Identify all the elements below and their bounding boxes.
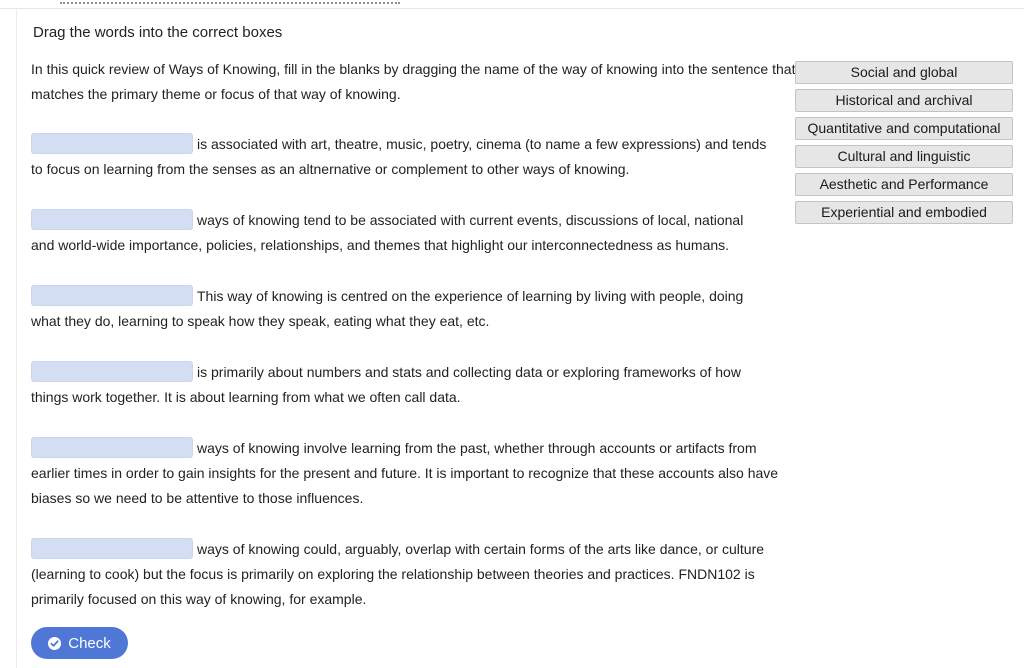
sentence-item: [31, 360, 793, 410]
sentence-text-continued: what they do, learning to speak how they speak, eating what they eat, etc.: [31, 313, 490, 329]
drop-zone-2[interactable]: [31, 209, 193, 230]
sentence-item: [31, 132, 793, 182]
draggable-word[interactable]: Quantitative and computational: [795, 117, 1013, 140]
sentence-text-continued: things work together. It is about learning from what we often call data.: [31, 389, 461, 405]
check-button-label: Check: [68, 634, 111, 652]
intro-text: In this quick review of Ways of Knowing, fill in the blanks by dragging the name of the way of knowing into the sentence that matches the primary theme or focus of that way of knowing.: [31, 61, 796, 102]
sentence-text: ways of knowing could, arguably, overlap with certain forms of the arts like dance, or culture: [197, 541, 765, 557]
draggable-word[interactable]: Aesthetic and Performance: [795, 173, 1013, 196]
sentence-text-continued: to focus on learning from the senses as an altnernative or complement to other ways of knowing.: [31, 161, 630, 177]
sentence-item: [31, 436, 793, 511]
drop-zone-3[interactable]: [31, 285, 193, 306]
drop-zone-5[interactable]: [31, 437, 193, 458]
draggable-word[interactable]: Social and global: [795, 61, 1013, 84]
sentence-text: This way of knowing is centred on the experience of learning by living with people, doing: [197, 288, 744, 304]
sentence-text-continued: (learning to cook) but the focus is primarily on exploring the relationship between theories and practices. FNDN102 is primarily focused on this way of knowing, for example.: [31, 566, 755, 607]
sentence-item: [31, 208, 793, 258]
word-bank: [795, 61, 1015, 229]
header-divider: [60, 0, 400, 4]
task-title: Drag the words into the correct boxes: [33, 24, 283, 41]
sentence-text: ways of knowing involve learning from the past, whether through accounts or artifacts from: [197, 440, 757, 456]
draggable-word[interactable]: Historical and archival: [795, 89, 1013, 112]
sentence-text-continued: earlier times in order to gain insights for the present and future. It is important to recognize that these accounts also have biases so we need to be attentive to those influences.: [31, 465, 779, 506]
sentence-item: [31, 284, 793, 334]
sentence-text-continued: and world-wide importance, policies, relationships, and themes that highlight our interconnectedness as humans.: [31, 237, 730, 253]
sentence-text: is associated with art, theatre, music, poetry, cinema (to name a few expressions) and tends: [197, 136, 767, 152]
draggable-word[interactable]: Experiential and embodied: [795, 201, 1013, 224]
draggable-word[interactable]: Cultural and linguistic: [795, 145, 1013, 168]
drop-zone-4[interactable]: [31, 361, 193, 382]
drop-zone-1[interactable]: [31, 133, 193, 154]
sentence-text: is primarily about numbers and stats and collecting data or exploring frameworks of how: [197, 364, 741, 380]
check-circle-icon: [48, 637, 61, 650]
sentence-item: [31, 537, 793, 612]
check-button[interactable]: [31, 627, 128, 659]
drop-zone-6[interactable]: [31, 538, 193, 559]
sentence-text: ways of knowing tend to be associated with current events, discussions of local, national: [197, 212, 744, 228]
